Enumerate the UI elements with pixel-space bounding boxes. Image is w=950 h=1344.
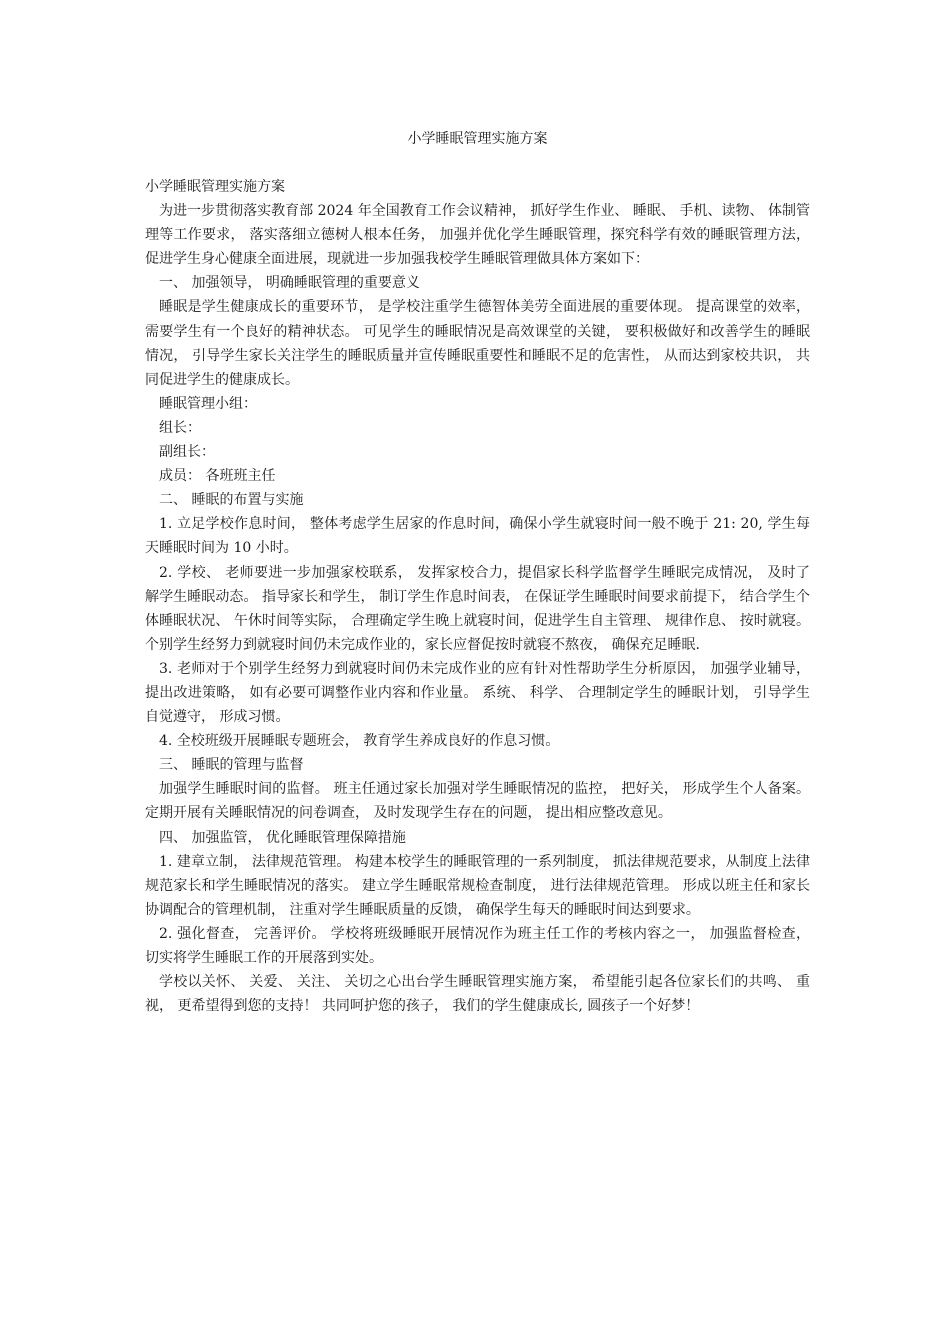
- page-title: 小学睡眠管理实施方案: [407, 131, 548, 147]
- paragraph: 2. 强化督查， 完善评价。 学校将班级睡眠开展情况作为班主任工作的考核内容之一， 加强监督检查， 切实将学生睡眠工作的开展落到实处。: [145, 925, 810, 966]
- paragraph: 学校以关怀、 关爱、 关注、 关切之心出台学生睡眠管理实施方案， 希望能引起各位家长们的共鸣、 重视， 更希望得到您的支持！ 共同呵护您的孩子， 我们的学生健康成长, 圆孩子一个好梦！: [145, 974, 810, 1015]
- paragraph: 1. 立足学校作息时间， 整体考虑学生居家的作息时间，确保小学生就寝时间一般不晚于 21: 20, 学生每天睡眠时间为 10 小时。: [145, 516, 810, 557]
- paragraph: 1. 建章立制， 法律规范管理。 构建本校学生的睡眠管理的一系列制度， 抓法律规范要求，从制度上法律规范家长和学生睡眠情况的落实。 建立学生睡眠常规检查制度， 进行法律规范管理。 形成以班主任和家长协调配合的管理机制， 注重对学生睡眠质量的反馈， 确保学生每天的睡眠时间达到要求。: [145, 853, 810, 918]
- paragraph: 组长：: [159, 419, 201, 436]
- paragraph: 为进一步贯彻落实教育部 2024 年全国教育工作会议精神， 抓好学生作业、 睡眠、 手机、读物、 体制管理等工作要求， 落实落细立德树人根本任务， 加强并优化学生睡眠管理，探究科学有效的睡眠管理方法， 促进学生身心健康全面进展，现就进一步加强我校学生睡眠管理做具体方案如下：: [145, 203, 810, 268]
- paragraph: 成员： 各班班主任: [159, 468, 276, 485]
- paragraph: 睡眠是学生健康成长的重要环节， 是学校注重学生德智体美劳全面进展的重要体现。 提高课堂的效率， 需要学生有一个良好的精神状态。 可见学生的睡眠情况是高效课堂的关键， 要积极做好和改善学生的睡眠情况， 引导学生家长关注学生的睡眠质量并宣传睡眠重要性和睡眠不足的危害性， 从而达到家校共识， 共同促进学生的健康成长。: [145, 299, 810, 388]
- paragraph: 小学睡眠管理实施方案: [145, 179, 285, 195]
- document-body: [145, 175, 810, 1018]
- paragraph: 一、 加强领导， 明确睡眠管理的重要意义: [159, 275, 420, 292]
- paragraph: 3. 老师对于个别学生经努力到就寝时间仍未完成作业的应有针对性帮助学生分析原因， 加强学业辅导， 提出改进策略， 如有必要可调整作业内容和作业量。 系统、 科学、 合理制定学生的睡眠计划， 引导学生自觉遵守， 形成习惯。: [145, 660, 810, 726]
- paragraph: 睡眠管理小组：: [159, 395, 257, 412]
- paragraph: 三、 睡眠的管理与监督: [159, 757, 304, 774]
- paragraph: 加强学生睡眠时间的监督。 班主任通过家长加强对学生睡眠情况的监控， 把好关， 形成学生个人备案。 定期开展有关睡眠情况的问卷调查， 及时发现学生存在的问题， 提出相应整改意见。: [145, 781, 810, 822]
- paragraph: 二、 睡眠的布置与实施: [159, 492, 304, 509]
- paragraph: 四、 加强监管， 优化睡眠管理保障措施: [159, 829, 406, 846]
- paragraph: 4. 全校班级开展睡眠专题班会， 教育学生养成良好的作息习惯。: [159, 733, 560, 750]
- paragraph: 2. 学校、 老师要进一步加强家校联系， 发挥家校合力，提倡家长科学监督学生睡眠完成情况， 及时了 解学生睡眠动态。 指导家长和学生， 制订学生作息时间表， 在保证学生睡眠时间要求前提下， 结合学生个体睡眠状况、 午休时间等实际， 合理确定学生晚上就寝时间，促进学生自主管理、 规律作息、 按时就寝。 个别学生经努力到就寝时间仍未完成作业的，家长应督促按时就寝不熬夜， 确保充足睡眠.: [145, 564, 810, 653]
- paragraph: 副组长：: [159, 444, 215, 461]
